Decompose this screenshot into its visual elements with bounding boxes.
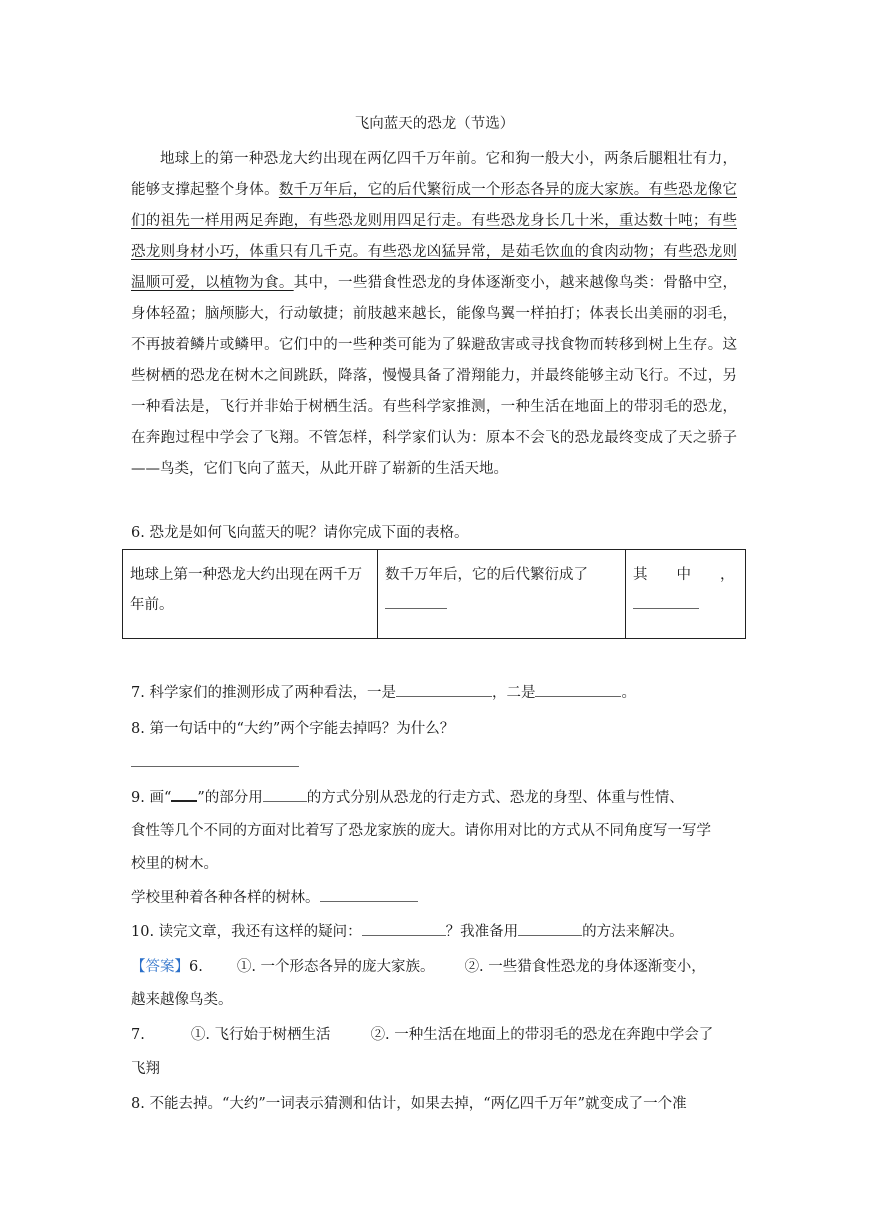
question-9-line-2: 食性等几个不同的方面对比着写了恐龙家族的庞大。请你用对比的方式从不同角度写一写学 <box>131 823 711 839</box>
passage-body <box>131 144 737 485</box>
answer-7-line-1: 7. ①. 飞行始于树栖生活 ②. 一种生活在地面上的带羽毛的恐龙在奔跑中学会了 <box>131 1027 714 1043</box>
answer-blank[interactable] <box>320 887 418 902</box>
answer-blank[interactable] <box>518 921 582 936</box>
answer-blank[interactable] <box>385 594 447 609</box>
question-9-line-1: 9. 画“ ”的部分用 的方式分别从恐龙的行走方式、恐龙的身型、体重与性情、 <box>131 786 751 807</box>
passage-paragraph <box>131 144 737 485</box>
answer-blank[interactable] <box>131 752 299 767</box>
answer-blank[interactable] <box>633 594 699 609</box>
passage-title: 飞向蓝天的恐龙（节选） <box>354 116 515 132</box>
answer-blank[interactable] <box>396 682 492 697</box>
answer-blank[interactable] <box>263 787 307 802</box>
answer-blank[interactable] <box>535 682 621 697</box>
question-9-line-4: 学校里种着各种各样的树林。 <box>131 886 751 907</box>
passage-sentence-intro: 地球上的第一种恐龙大约出现在两亿四千万年前。它和狗一般大小，两条后腿粗壮有力，能够支撑起整个身体。 <box>131 151 737 198</box>
question-6: 6. 恐龙是如何飞向蓝天的呢？请你完成下面的表格。 <box>131 525 469 541</box>
answer-line[interactable] <box>131 752 751 771</box>
table-cell-2[interactable]: 数千万年后，它的后代繁衍成了 <box>378 550 626 639</box>
table-cell-1: 地球上第一种恐龙大约出现在两千万年前。 <box>123 550 378 639</box>
question-9-line-3: 校里的树木。 <box>131 856 218 872</box>
table-cell-3[interactable]: 其 中 ， <box>626 550 746 639</box>
underlined-passage: 数千万年后，它的后代繁衍成一个形态各异的庞大家族。有些恐龙像它们的祖先一样用两足奔跑，有些恐龙则用四足行走。有些恐龙身长几十米，重达数十吨；有些恐龙则身材小巧，体重只有几千克。有些恐龙凶猛异常，是茹毛饮血的食肉动物；有些恐龙则温顺可爱，以植物为食。 <box>131 182 737 291</box>
passage-sentence-rest: 其中，一些猎食性恐龙的身体逐渐变小，越来越像鸟类：骨骼中空，身体轻盈；脑颅膨大，行动敏捷；前肢越来越长，能像鸟翼一样拍打；体表长出美丽的羽毛，不再披着鳞片或鳞甲。它们中的一些种类可能为了躲避敌害或寻找食物而转移到树上生存。这些树栖的恐龙在树木之间跳跃，降落，慢慢具备了滑翔能力，并最终能够主动飞行。不过，另一种看法是，飞行并非始于树栖生活。有些科学家推测，一种生活在地面上的带羽毛的恐龙，在奔跑过程中学会了飞翔。不管怎样，科学家们认为：原本不会飞的恐龙最终变成了天之骄子——鸟类，它们飞向了蓝天，从此开辟了崭新的生活天地。 <box>131 275 738 477</box>
answer-6-line-1: 【答案】6. ①. 一个形态各异的庞大家族。 ②. 一些猎食性恐龙的身体逐渐变小， <box>131 959 706 975</box>
answer-blank[interactable] <box>362 921 446 936</box>
answer-6-line-2: 越来越像鸟类。 <box>131 992 233 1008</box>
answer-7-line-2: 飞翔 <box>131 1061 160 1077</box>
question-10: 10. 读完文章，我还有这样的疑问： ？我准备用 的方法来解决。 <box>131 920 751 941</box>
answer-8-line-1: 8. 不能去掉。“大约”一词表示猜测和估计，如果去掉，“两亿四千万年”就变成了一个准 <box>131 1096 687 1112</box>
question-7: 7. 科学家们的推测形成了两种看法，一是 ，二是 。 <box>131 681 751 702</box>
underline-sample <box>171 786 197 802</box>
answer-table <box>122 549 746 639</box>
table-row <box>123 550 746 639</box>
question-8: 8. 第一句话中的“大约”两个字能去掉吗？为什么？ <box>131 721 455 737</box>
answer-tag: 【答案】 <box>131 959 189 975</box>
